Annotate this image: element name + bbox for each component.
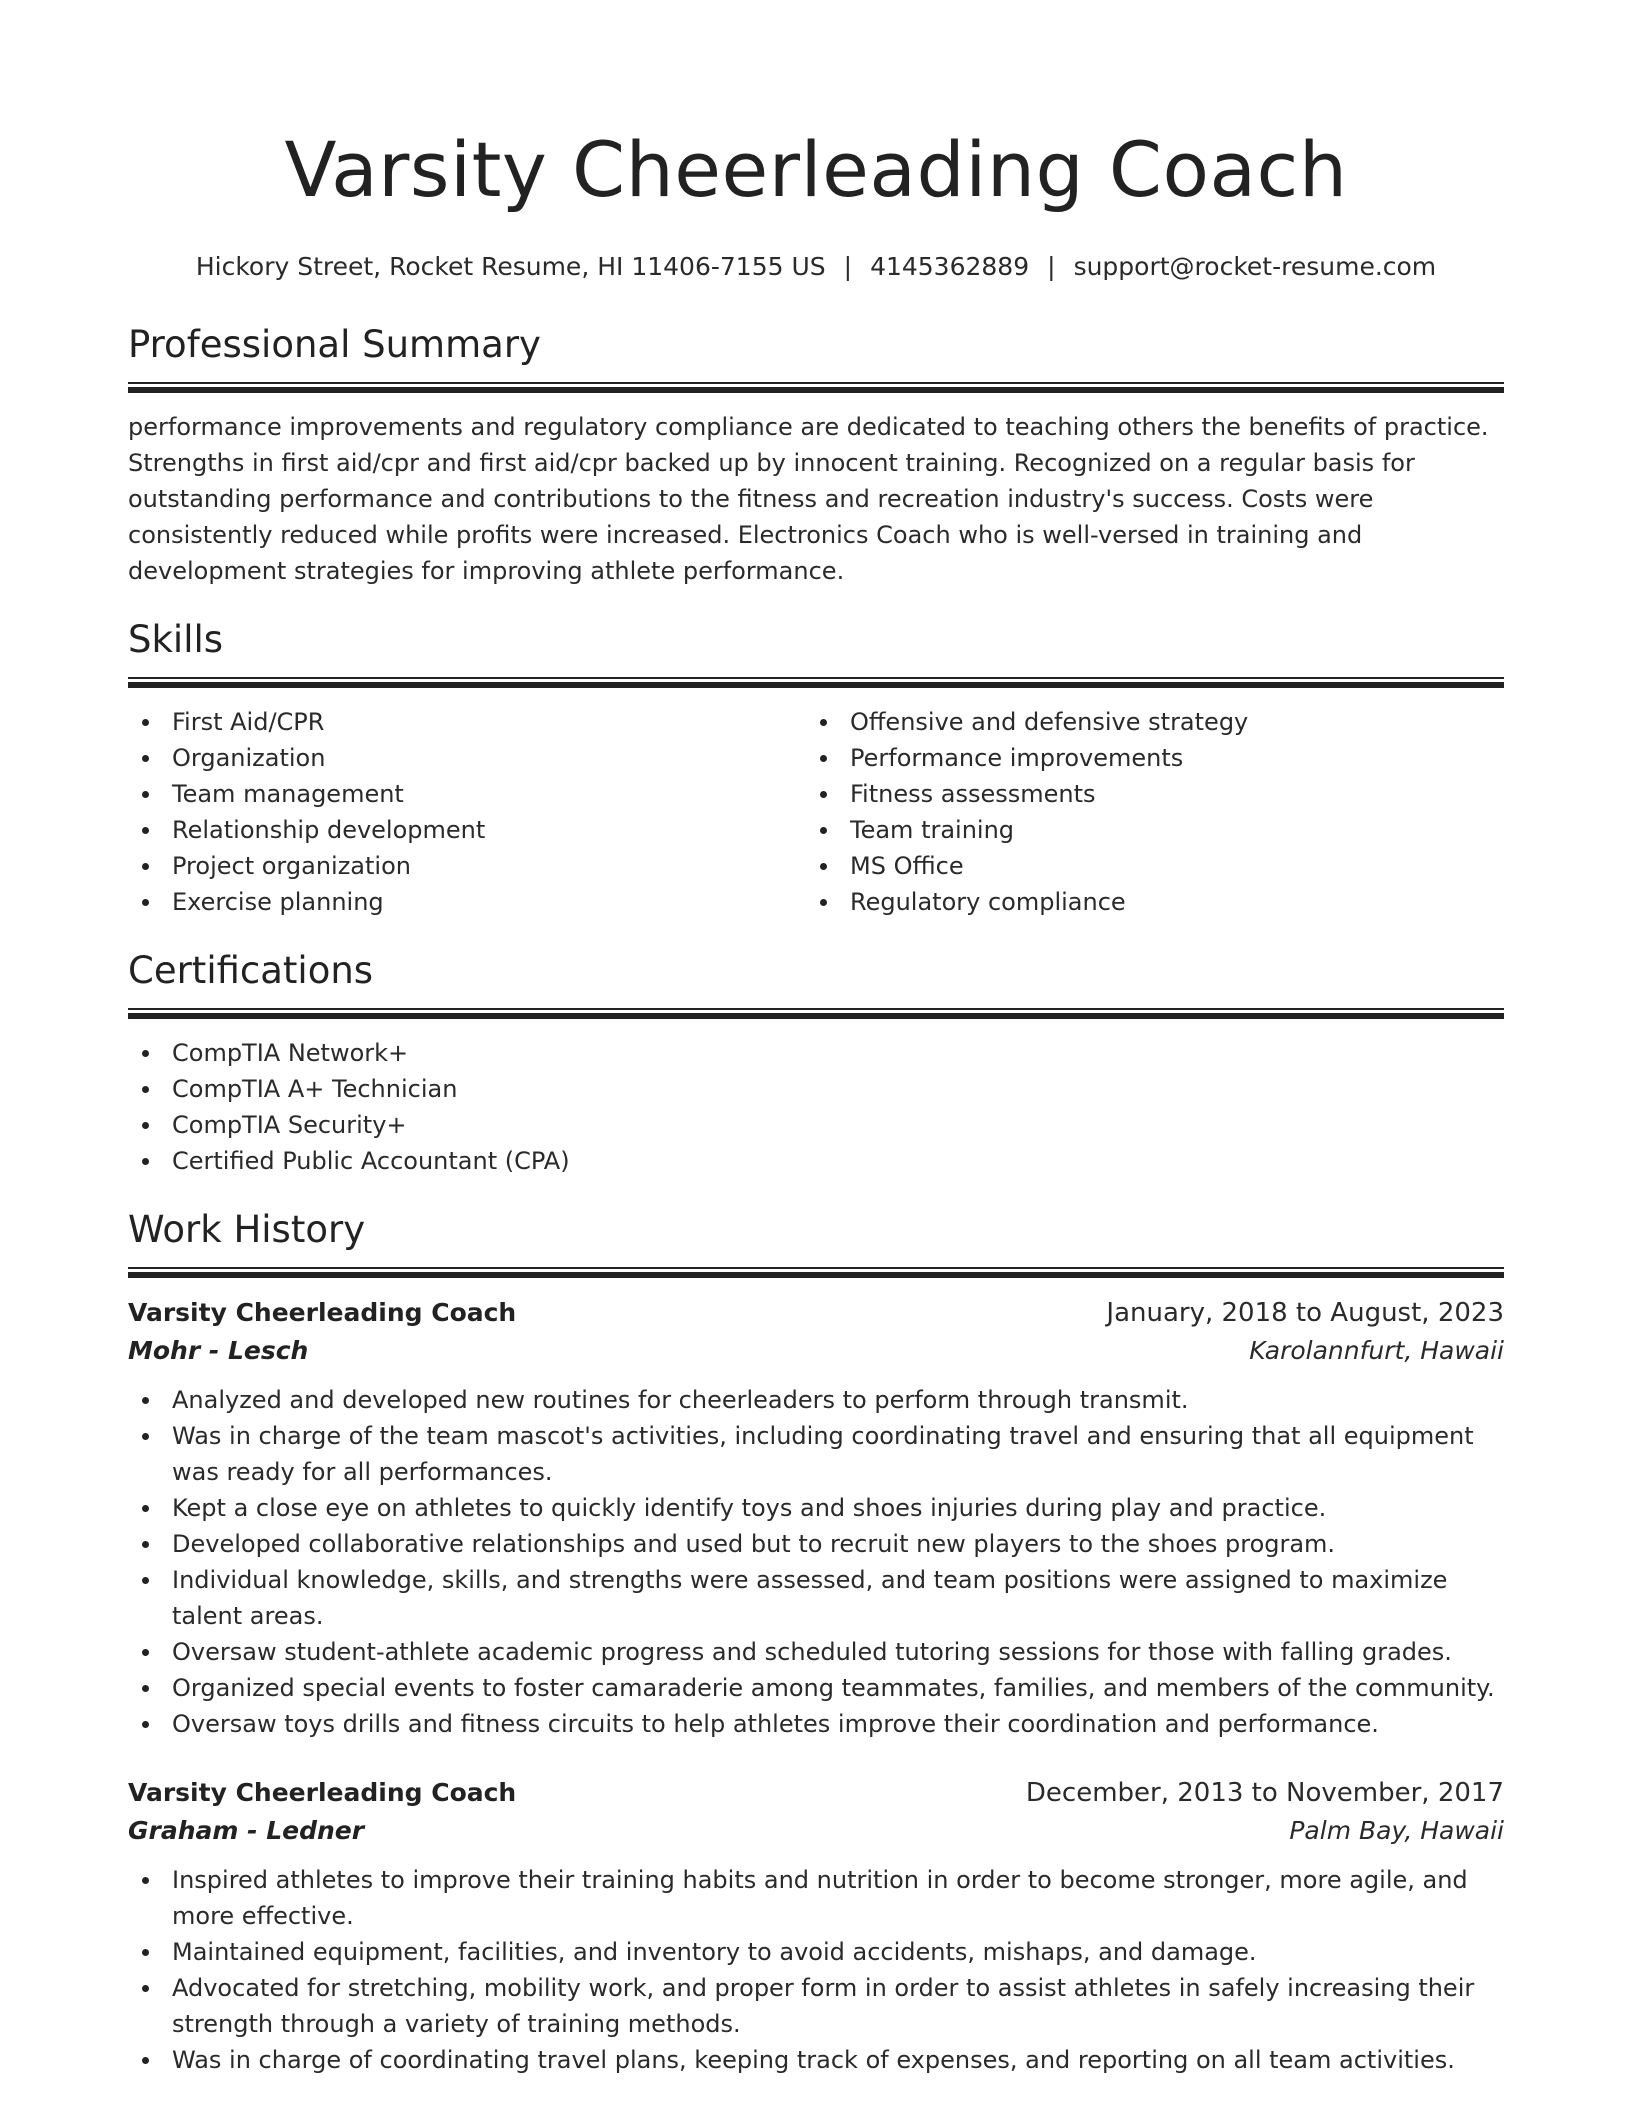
skill-item: Offensive and defensive strategy	[806, 704, 1484, 740]
job-bullet: Advocated for stretching, mobility work, and proper form in order to assist athletes in safely increasing their strength through a variety of training methods.	[128, 1970, 1504, 2042]
job-title: Varsity Cheerleading Coach	[128, 1778, 517, 1807]
skill-item: Performance improvements	[806, 740, 1484, 776]
skill-item: Exercise planning	[128, 884, 806, 920]
section-divider	[128, 677, 1504, 688]
job-dates: December, 2013 to November, 2017	[1025, 1778, 1504, 1808]
job-title: Varsity Cheerleading Coach	[128, 1298, 517, 1327]
job-company: Graham - Ledner	[128, 1816, 365, 1845]
job-bullet: Analyzed and developed new routines for cheerleaders to perform through transmit.	[128, 1382, 1504, 1418]
job-company: Mohr - Lesch	[128, 1336, 309, 1365]
job-bullet: Developed collaborative relationships and used but to recruit new players to the shoes program.	[128, 1526, 1504, 1562]
section-skills	[128, 615, 1504, 920]
job-location: Palm Bay, Hawaii	[1289, 1816, 1504, 1845]
skill-item: Team training	[806, 812, 1484, 848]
contact-separator: |	[1047, 252, 1056, 281]
skill-item: Project organization	[128, 848, 806, 884]
skills-grid	[128, 704, 1504, 920]
skills-column-left	[128, 704, 806, 920]
job-bullet-list	[128, 1862, 1504, 2078]
job-subheader	[128, 1812, 1504, 1850]
job-header	[128, 1294, 1504, 1332]
skill-item: MS Office	[806, 848, 1484, 884]
job-bullet: Organized special events to foster camaraderie among teammates, families, and members of the community.	[128, 1670, 1504, 1706]
skill-item: First Aid/CPR	[128, 704, 806, 740]
job-entry	[128, 1294, 1504, 1742]
section-title-summary: Professional Summary	[128, 323, 541, 366]
section-title-skills: Skills	[128, 618, 224, 661]
skill-item: Organization	[128, 740, 806, 776]
job-bullet: Oversaw toys drills and fitness circuits to help athletes improve their coordination and performance.	[128, 1706, 1504, 1742]
job-bullet: Individual knowledge, skills, and strengths were assessed, and team positions were assigned to maximize talent areas.	[128, 1562, 1504, 1634]
certification-item: Certified Public Accountant (CPA)	[128, 1143, 1504, 1179]
section-divider	[128, 1008, 1504, 1019]
job-header	[128, 1774, 1504, 1812]
certification-item: CompTIA Network+	[128, 1035, 1504, 1071]
skill-item: Regulatory compliance	[806, 884, 1484, 920]
job-bullet: Inspired athletes to improve their training habits and nutrition in order to become stronger, more agile, and more effective.	[128, 1862, 1504, 1934]
job-bullet: Oversaw student-athlete academic progress and scheduled tutoring sessions for those with falling grades.	[128, 1634, 1504, 1670]
contact-address: Hickory Street, Rocket Resume, HI 11406-7155 US	[195, 252, 826, 281]
section-title-certifications: Certifications	[128, 949, 374, 992]
skills-column-right	[806, 704, 1484, 920]
section-work-history	[128, 1205, 1504, 2078]
job-dates: January, 2018 to August, 2023	[1106, 1298, 1504, 1328]
job-bullet: Was in charge of coordinating travel plans, keeping track of expenses, and reporting on all team activities.	[128, 2042, 1504, 2078]
summary-text: performance improvements and regulatory compliance are dedicated to teaching others the benefits of practice. Strengths in first aid/cpr and first aid/cpr backed up by innocent training. Recognized on a regular basis for outstanding performance and contributions to the fitness and recreation industry's success. Costs were consistently reduced while profits were increased. Electronics Coach who is well-versed in training and development strategies for improving athlete performance.	[128, 413, 1489, 585]
job-entry	[128, 1774, 1504, 2078]
certification-list	[128, 1035, 1504, 1179]
skill-item: Relationship development	[128, 812, 806, 848]
skill-item: Team management	[128, 776, 806, 812]
job-bullet-list	[128, 1382, 1504, 1742]
resume-name: Varsity Cheerleading Coach	[284, 125, 1348, 214]
job-bullet: Was in charge of the team mascot's activities, including coordinating travel and ensuring that all equipment was ready for all performances.	[128, 1418, 1504, 1490]
contact-phone: 4145362889	[870, 252, 1030, 281]
job-location: Karolannfurt, Hawaii	[1249, 1336, 1504, 1365]
certification-item: CompTIA A+ Technician	[128, 1071, 1504, 1107]
contact-separator: |	[843, 252, 853, 281]
section-summary	[128, 320, 1504, 589]
section-certifications	[128, 946, 1504, 1179]
job-bullet: Maintained equipment, facilities, and inventory to avoid accidents, mishaps, and damage.	[128, 1934, 1504, 1970]
contact-line	[128, 250, 1504, 284]
job-subheader	[128, 1332, 1504, 1370]
section-title-work-history: Work History	[128, 1208, 366, 1251]
certification-item: CompTIA Security+	[128, 1107, 1504, 1143]
skill-item: Fitness assessments	[806, 776, 1484, 812]
contact-email: support@rocket-resume.com	[1073, 252, 1437, 281]
job-bullet: Kept a close eye on athletes to quickly identify toys and shoes injuries during play and practice.	[128, 1490, 1504, 1526]
section-divider	[128, 1267, 1504, 1278]
resume-page	[128, 0, 1504, 2078]
section-divider	[128, 382, 1504, 393]
